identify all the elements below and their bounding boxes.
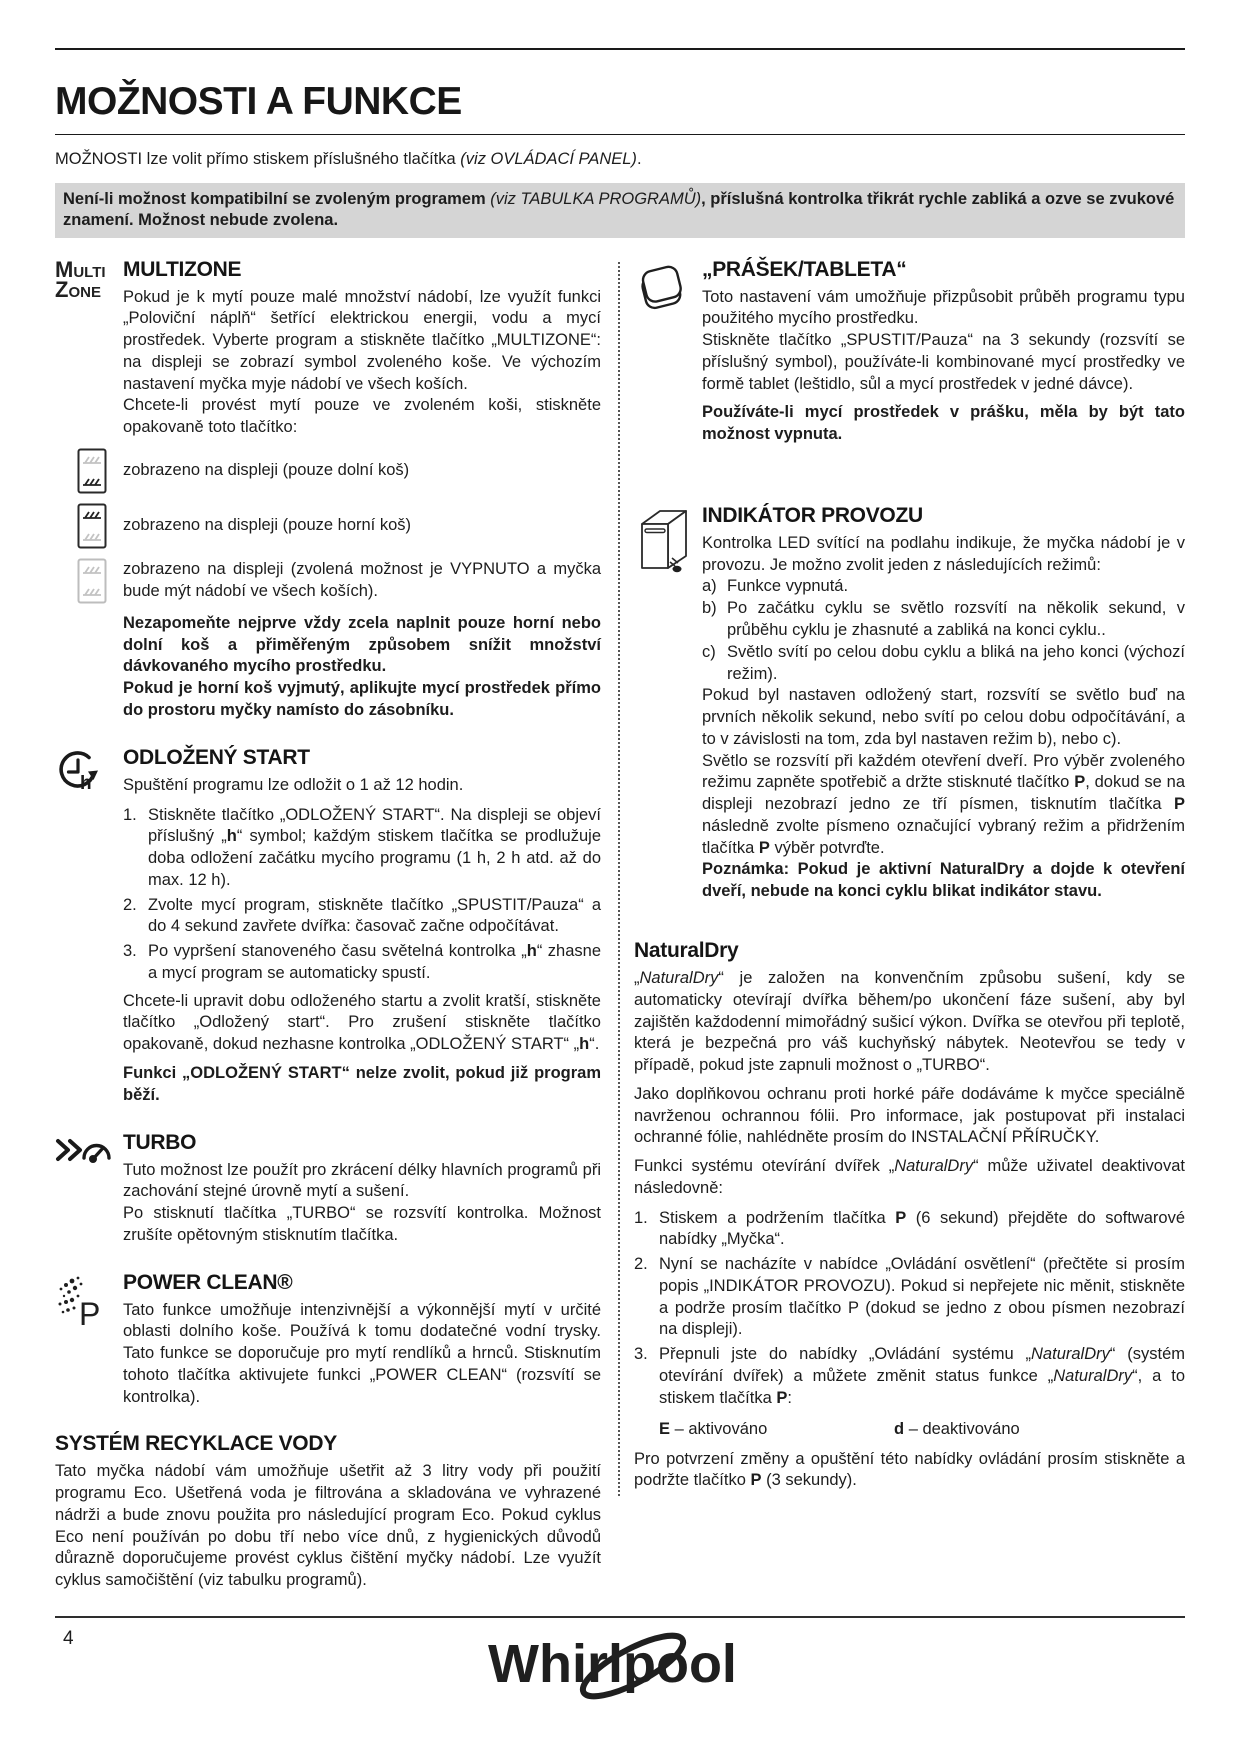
page-number: 4 [63,1628,74,1649]
powder-tablet-para1: Toto nastavení vám umožňuje přizpůsobit průběh programu typu použitého mycího prostředku. [702,287,1185,328]
multizone-para2: Chcete-li provést mytí pouze ve zvoleném koši, stiskněte opakovaně toto tlačítko: [123,396,601,437]
top-rule [55,48,1185,50]
water-recycling-para: Tato myčka nádobí vám umožňuje ušetřit až 3 litry vody při použití programu Eco. Ušetřená voda je filtrována a skladována ve vyhrazené nádrži a bude znovu použita pro následující program Eco. Pokud cyklus Eco není používán po dobu tří nebo více dnů, z hygienických důvodů důrazně doporučujeme provést cyklus čištění myčky nádobí. Lze využít cyklus samočištění (viz tabulku programů). [55,1462,601,1590]
tablet-icon [634,260,702,314]
powder-tablet-note: Používáte-li mycí prostředek v prášku, měla by být tato možnost vypnuta. [702,403,1185,444]
naturaldry-steps [634,1208,1185,1410]
section-operation-indicator [634,504,1185,903]
turbo-para2: Po stisknutí tlačítka „TURBO“ se rozsvítí kontrolka. Možnost zrušíte opětovným stisknutím tlačítka. [123,1204,601,1244]
step-item: 2. Zvolte mycí program, stiskněte tlačítko „SPUSTIT/Pauza“ a do 4 sekund zavřete dvířka: časovač začne odpočítávat. [123,895,601,936]
title-rule [55,134,1185,135]
right-column [634,258,1185,1616]
intro-text: MOŽNOSTI lze volit přímo stiskem příslušného tlačítka (viz OVLÁDACÍ PANEL). [55,149,642,168]
step-item: 1. Stiskem a podržením tlačítka P (6 sekund) přejděte do softwarové nabídky „Myčka“. [634,1208,1185,1249]
section-turbo [55,1131,601,1247]
basket-lower-icon [77,448,123,494]
display-item-text: zobrazeno na displeji (pouze dolní koš) [123,461,410,480]
svg-text:P: P [79,1295,101,1329]
water-recycling-title: SYSTÉM RECYKLACE VODY [55,1432,337,1456]
section-naturaldry [634,939,1185,1492]
whirlpool-logo [470,1624,770,1720]
column-divider [618,262,620,1496]
section-delayed-start [55,746,601,1107]
display-item-all-baskets-off [77,558,601,604]
display-item-text: zobrazeno na displeji (pouze horní koš) [123,516,412,535]
naturaldry-status-options [634,1420,1185,1439]
indicator-mode-c: c) Světlo svítí po celou dobu cyklu a bliká na jeho konci (výchozí režim). [702,642,1185,683]
multizone-title: MULTIZONE [123,257,242,281]
turbo-gauge-icon [55,1133,123,1169]
multizone-logo: Multi Zone [55,256,106,302]
display-item-upper-basket [77,503,601,549]
delayed-start-clock-icon [55,748,123,796]
section-powder-tablet [634,258,1185,446]
basket-upper-icon [77,503,123,549]
indicator-mode-b: b) Po začátku cyklu se světlo rozsvítí na několik sekund, v průběhu cyklu je zhasnuté a zabliká na konci cyklu.. [702,599,1185,640]
multizone-note1: Nezapomeňte nejprve vždy zcela naplnit pouze horní nebo dolní koš a přiměřeným způsobem snížit množství dávkovaného mycího prostředku. [123,613,601,676]
page-title: MOŽNOSTI A FUNKCE [55,80,462,124]
section-power-clean [55,1271,601,1409]
section-water-recycling [55,1432,601,1592]
power-clean-title: POWER CLEAN® [123,1270,293,1294]
delayed-start-steps [123,805,601,985]
step-item: 1. Stiskněte tlačítko „ODLOŽENÝ START“. Na displeji se objeví příslušný „h“ symbol; každým stiskem tlačítka se prodlužuje doba odložení začátku mycího programu (1 h, 2 h atd. až do max. 12 h). [123,805,602,889]
svg-text:Whirlpool: Whirlpool [488,1634,737,1694]
svg-text:h: h [80,772,92,794]
powder-tablet-para2: Stiskněte tlačítko „SPUSTIT/Pauza“ na 3 sekundy (rozsvítí se příslušný symbol), používáte-li kombinované mycí prostředky ve formě tablet (leštidlo, sůl a mycí prostředek v jedné dávce). [702,331,1185,393]
delayed-start-para: Chcete-li upravit dobu odloženého startu a zvolit kratší, stiskněte tlačítko „Odložený start“. Pro zrušení stiskněte tlačítko opakovaně, dokud nezhasne kontrolka „ODLOŽENÝ START“ „h“. [123,991,601,1054]
operation-indicator-para1: Pokud byl nastaven odložený start, rozsvítí se světlo buď na prvních několik sekund, nebo svítí po celou dobu odpočítávání, a to v závislosti na tom, zda byl nastaven režim b), nebo c). [702,686,1185,748]
naturaldry-title: NaturalDry [634,938,739,962]
powder-tablet-title: „PRÁŠEK/TABLETA“ [702,257,907,281]
delayed-start-intro: Spuštění programu lze odložit o 1 až 12 hodin. [123,775,464,794]
left-column [55,258,601,1616]
two-column-layout [55,258,1185,1616]
display-item-text: zobrazeno na displeji (zvolená možnost je VYPNUTO a myčka bude mýt nádobí ve všech koších). [123,560,601,600]
status-activated: E – aktivováno [659,1419,768,1438]
dishwasher-floor-light-icon [634,506,702,576]
basket-off-icon [77,558,123,604]
page-footer [55,1616,1185,1754]
naturaldry-para4: Pro potvrzení změny a opuštění této nabídky ovládání prosím stiskněte a podržte tlačítko P (3 sekundy). [634,1449,1185,1490]
power-clean-spray-icon [55,1273,123,1329]
turbo-title: TURBO [123,1130,197,1154]
compatibility-notice: Není-li možnost kompatibilní se zvoleným programem (viz TABULKA PROGRAMŮ), příslušná kontrolka třikrát rychle zabliká a ozve se zvukové znamení. Možnost nebude zvolena. [55,183,1185,238]
indicator-mode-a: a) Funkce vypnutá. [702,577,849,596]
section-multizone [55,258,601,722]
operation-indicator-para2: Světlo se rozsvítí při každém otevření dveří. Pro výběr zvoleného režimu zapněte spotřebič a držte stisknuté tlačítko P, dokud se na displeji nezobrazí jedno ze tří písmen, tisknutím tlačítka P následně zvolte písmeno označující vybraný režim a přidržením tlačítka P výběr potvrďte. [702,751,1185,857]
naturaldry-para1: „NaturalDry“ je založen na konvenčním způsobu sušení, kdy se automaticky otevírají dvířka během/po ukončení fáze sušení, aby byl zajištěn každodenní mimořádný sušicí výkon. Dvířka se otevřou při teplotě, která je bezpečná pro váš kuchyňský nábytek. Neotevřou se tedy v případě, pokud jste zapnuli možnost o „TURBO“. [634,968,1185,1075]
footer-rule [55,1616,1185,1618]
power-clean-para: Tato funkce umožňuje intenzivnější a výkonnější mytí v určité oblasti dolního koše. Používá k tomu dodatečné vodní trysky. Tato funkce se doporučuje pro mytí rendlíků a hrnců. Stisknutím tohoto tlačítka aktivujete funkci „POWER CLEAN“ (rozsvítí se kontrolka). [123,1300,601,1406]
delayed-start-note: Funkci „ODLOŽENÝ START“ nelze zvolit, pokud již program běží. [123,1063,601,1104]
operation-indicator-intro: Kontrolka LED svítící na podlahu indikuje, že myčka nádobí je v provozu. Je možno zvolit jeden z následujících režimů: [702,533,1185,574]
naturaldry-para2: Jako doplňkovou ochranu proti horké páře dodáváme k myčce speciálně navrženou ochrannou fólii. Pro informace, jak postupovat při instalaci ochranné fólie, nahlédněte prosím do INSTALAČNÍ PŘÍRUČKY. [634,1084,1185,1147]
step-item: 2. Nyní se nacházíte v nabídce „Ovládání osvětlení“ (přečtěte si prosím popis „INDIKÁTOR PROVOZU). Pokud si nepřejete nic měnit, stiskněte a podrže prosím tlačítko P (dokud se jedno z obou písmen nezobrazí na displeji). [634,1255,1185,1339]
display-item-lower-basket [77,448,601,494]
multizone-note2: Pokud je horní koš vyjmutý, aplikujte mycí prostředek přímo do prostoru myčky namísto do zásobníku. [123,679,601,720]
operation-indicator-note: Poznámka: Pokud je aktivní NaturalDry a dojde k otevření dveří, nebude na konci cyklu blikat indikátor stavu. [702,860,1185,901]
status-deactivated: d – deaktivováno [894,1419,1020,1438]
turbo-para1: Tuto možnost lze použít pro zkrácení délky hlavních programů při zachování stejné úrovně mytí a sušení. [123,1160,601,1201]
operation-indicator-title: INDIKÁTOR PROVOZU [702,503,923,527]
naturaldry-para3: Funkci systému otevírání dvířek „NaturalDry“ může uživatel deaktivovat následovně: [634,1157,1185,1197]
multizone-para1: Pokud je k mytí pouze malé množství nádobí, lze využít funkci „Poloviční náplň“ šetřící elektrickou energii, vodu a mycí prostředek. Vyberte program a stiskněte tlačítko „MULTIZONE“: na displeji se zobrazí symbol zvoleného koše. Ve výchozím nastavení myčka myje nádobí ve všech koších. [123,287,601,393]
step-item: 3. Po vypršení stanoveného času světelná kontrolka „h“ zhasne a mycí program se automaticky spustí. [123,942,601,982]
step-item: 3. Přepnuli jste do nabídky „Ovládání systému „NaturalDry“ (systém otevírání dvířek) a můžete změnit status funkce „NaturalDry“, a to stiskem tlačítka P: [634,1345,1186,1407]
delayed-start-title: ODLOŽENÝ START [123,745,310,769]
